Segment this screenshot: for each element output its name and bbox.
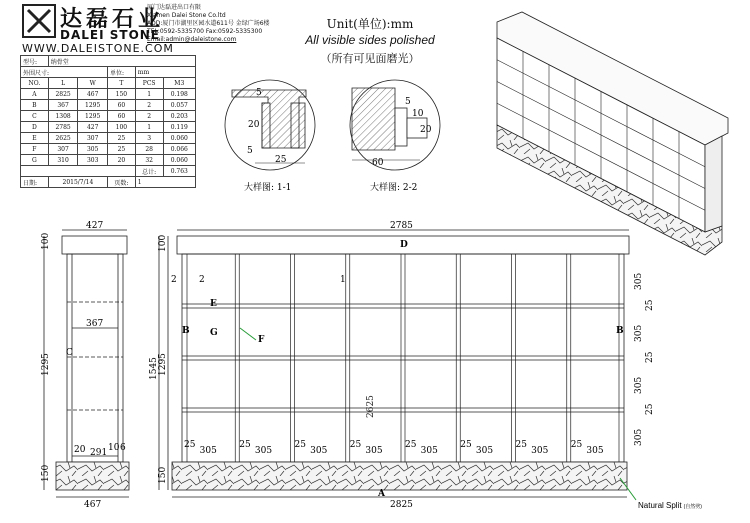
front-height: 1295: [158, 353, 168, 376]
side-bottom-width: 467: [84, 500, 102, 510]
table-cell: 0.060: [163, 133, 195, 144]
table-cell: 1: [135, 89, 163, 100]
table-cell: 310: [48, 155, 78, 166]
d1-dim-top: 5: [256, 88, 262, 98]
table-cell: 32: [135, 155, 163, 166]
gap-dim: 25: [294, 440, 306, 450]
cell-width-dim: 305: [475, 446, 494, 456]
cell-height-dim: 305: [634, 324, 644, 342]
part-d-label: D: [400, 240, 408, 250]
front-bottom-width: 2825: [390, 500, 413, 510]
d2-dim-a: 10: [412, 109, 424, 119]
table-cell: 0.119: [163, 122, 195, 133]
col-m3: M3: [163, 78, 195, 89]
gap-dim: 25: [184, 440, 196, 450]
table-cell: G: [21, 155, 49, 166]
part-b-left-label: B: [182, 326, 190, 336]
tel-fax: TEL:0592-5335700 Fax:0592-5335300: [147, 28, 263, 35]
unit-note: Unit(单位):mm: [326, 17, 414, 31]
gap-dim: 25: [460, 440, 472, 450]
table-cell: 307: [78, 133, 108, 144]
table-cell: 1: [135, 122, 163, 133]
table-cell: 2825: [48, 89, 78, 100]
table-cell: 20: [108, 155, 136, 166]
table-cell: 303: [78, 155, 108, 166]
front-total-height: 1545: [149, 357, 159, 380]
gap-dim: 25: [570, 440, 583, 450]
cell-width-dim: 305: [365, 446, 383, 456]
col-l: L: [48, 78, 78, 89]
gap-dim: 25: [645, 403, 655, 415]
side-base-h: 150: [41, 464, 51, 482]
section-mark-2b: 2: [199, 275, 205, 285]
part-b-right-label: B: [616, 326, 624, 336]
table-cell: 1295: [78, 100, 108, 111]
front-dimension-labels: [184, 273, 655, 456]
total-label: 总计:: [135, 166, 163, 177]
brand-name-cn: 达磊石业: [60, 7, 165, 32]
table-cell: 25: [108, 133, 136, 144]
table-cell: 427: [78, 122, 108, 133]
table-cell: 1295: [78, 111, 108, 122]
cell-height-dim: 305: [634, 376, 644, 394]
gap-dim: 25: [515, 440, 527, 450]
table-cell: 100: [108, 122, 136, 133]
size-label: 外围尺寸:: [21, 67, 108, 78]
cell-width-dim: 305: [310, 446, 328, 456]
col-pcs: PCS: [135, 78, 163, 89]
table-cell: 60: [108, 111, 136, 122]
table-cell: 2: [135, 100, 163, 111]
detail-1-label: 大样图: 1-1: [244, 183, 292, 193]
table-cell: 60: [108, 100, 136, 111]
table-cell: A: [21, 89, 49, 100]
gap-dim: 25: [645, 351, 655, 363]
table-cell: 2625: [48, 133, 78, 144]
part-f-label: F: [258, 335, 265, 345]
side-part-label: C: [66, 348, 73, 358]
email: Email:admin@daleistone.com: [147, 36, 237, 43]
front-top-h: 100: [158, 234, 168, 252]
table-cell: B: [21, 100, 49, 111]
table-cell: 0.060: [163, 155, 195, 166]
cell-height-dim: 305: [634, 272, 644, 290]
cell-width-dim: 305: [254, 446, 273, 456]
d1-dim-bottom: 5: [247, 146, 253, 156]
company-en: Xiamen Dalei Stone Co.ltd: [147, 12, 226, 19]
side-small-a: 20: [74, 445, 86, 455]
address: ADD:厦门市湖里区园水道611号 金绿广场6楼: [147, 20, 270, 27]
d2-dim-b: 20: [420, 125, 432, 135]
unit-value: mm: [135, 67, 195, 78]
section-mark-2: 2: [171, 275, 177, 285]
d1-dim-width: 25: [275, 155, 287, 165]
table-cell: 467: [78, 89, 108, 100]
table-cell: 25: [108, 144, 136, 155]
col-w: W: [78, 78, 108, 89]
cell-height-dim: 305: [634, 428, 644, 446]
cell-width-dim: 305: [199, 446, 217, 456]
gap-dim: 25: [349, 440, 362, 450]
table-cell: 1308: [48, 111, 78, 122]
pages-label: 页数:: [108, 177, 136, 188]
detail-2-label: 大样图: 2-2: [370, 183, 418, 193]
detail-1-1: [225, 80, 315, 193]
date-label: 日期:: [21, 177, 49, 188]
polished-note-cn: （所有可见面磨光）: [320, 52, 420, 65]
date-value: 2015/7/14: [48, 177, 107, 188]
unit-label: 单位:: [108, 67, 136, 78]
table-cell: 28: [135, 144, 163, 155]
table-cell: 3: [135, 133, 163, 144]
pages-value: 1: [135, 177, 195, 188]
cell-width-dim: 305: [586, 446, 604, 456]
side-top-width: 427: [86, 221, 104, 231]
part-e-label: E: [210, 299, 217, 309]
table-cell: D: [21, 122, 49, 133]
table-cell: 0.057: [163, 100, 195, 111]
front-view: [159, 230, 629, 497]
side-top-h: 100: [41, 232, 51, 250]
website: WWW.DALEISTONE.COM: [22, 42, 174, 55]
table-cell: E: [21, 133, 49, 144]
company-cn: 厦门达磊进出口有限: [147, 4, 202, 11]
d2-dim-top: 5: [405, 97, 411, 107]
section-mark-1: 1: [340, 275, 346, 285]
table-cell: 150: [108, 89, 136, 100]
table-cell: 0.203: [163, 111, 195, 122]
side-height: 1295: [41, 353, 51, 376]
table-cell: 307: [48, 144, 78, 155]
side-small-b: 10: [108, 443, 120, 453]
brand-name-en: DALEI STONE: [60, 28, 161, 42]
front-base-h: 150: [158, 466, 168, 484]
d2-dim-width: 60: [372, 158, 384, 168]
side-view: [44, 230, 129, 497]
gap-dim: 25: [239, 440, 251, 450]
part-g-label: G: [210, 328, 218, 338]
table-cell: 367: [48, 100, 78, 111]
table-cell: 0.066: [163, 144, 195, 155]
side-small-c: 6: [120, 443, 126, 453]
table-cell: C: [21, 111, 49, 122]
polished-note: All visible sides polished: [305, 33, 435, 47]
table-cell: 305: [78, 144, 108, 155]
side-bottom-inner: 291: [90, 448, 108, 458]
gap-dim: 25: [405, 440, 417, 450]
front-center-dim: 2625: [366, 395, 376, 418]
natural-split-label: Natural Split (自然劈): [638, 501, 702, 510]
d1-dim-left: 20: [248, 120, 260, 130]
table-cell: 2785: [48, 122, 78, 133]
front-cell-grid: [182, 254, 624, 462]
total-value: 0.763: [163, 166, 195, 177]
table-cell: 2: [135, 111, 163, 122]
table-cell: 0.198: [163, 89, 195, 100]
cell-width-dim: 305: [420, 446, 438, 456]
model-label: 型号:: [21, 56, 49, 67]
detail-2-2: [350, 80, 440, 193]
model-value: 纳骨堂: [48, 56, 195, 67]
isometric-view: [497, 12, 728, 255]
part-f-leader: [240, 328, 256, 340]
part-a-label: A: [378, 489, 385, 499]
table-cell: F: [21, 144, 49, 155]
cell-width-dim: 305: [531, 446, 549, 456]
col-no: NO.: [21, 78, 49, 89]
front-top-width: 2785: [390, 221, 413, 231]
gap-dim: 25: [645, 299, 655, 311]
col-t: T: [108, 78, 136, 89]
side-inner-width: 367: [86, 319, 104, 329]
